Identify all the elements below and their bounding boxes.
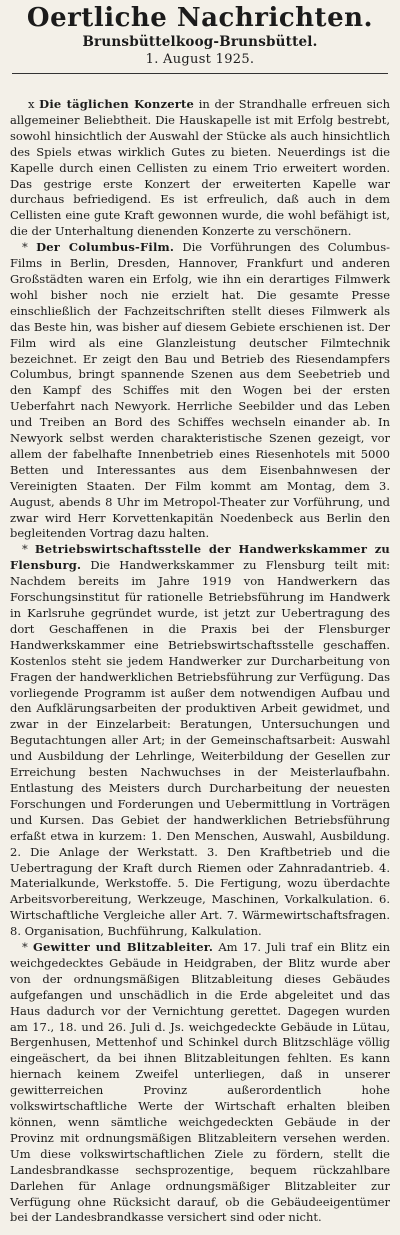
article-body: Die Handwerkskammer zu Flensburg teilt mit: Nachdem bereits im Jahre 1919 von Handwerkern das Forschungsinstitut für rationelle Betriebsführung im Handwerk in Karlsruhe gegründet wurde, ist jetzt zur Uebertragung des dort Geschaffenen in die Praxis bei der Flensburger Handwerkskammer eine Betriebswirtschaftsstelle geschaffen. Kostenlos steht sie jedem Handwerker zur Durcharbeitung von Fragen der handwerklichen Betriebsführung zur Verfügung. Das vorliegende Programm ist außer dem notwendigen Aufbau und den Aufklärungsarbeiten der produktiven Arbeit gewidmet, und zwar in der Einzelarbeit: Beratungen, Untersuchungen und Begutachtungen aller Art; in der Gemeinschaftsarbeit: Auswahl und Ausbildung der Lehrlinge, Weiterbildung der Gesellen zur Erreichung besten Nachwuchses in der Meisterlaufbahn. Entlastung des Meisters durch Durcharbeitung der neuesten Forschungen und Forderungen und Uebermittlung in Vorträgen und Kursen. Das Gebiet der handwerklichen Betriebsführung erfaßt etwa in kurzem: 1. Den Menschen, Auswahl, Ausbildung. 2. Die Anlage der Werkstatt. 3. Den Kraftbetrieb und die Uebertragung der Kraft durch Riemen oder Zahnradantrieb. 4. Materialkunde, Werkstoffe. 5. Die Fertigung, wozu überdachte Arbeitsvorbereitung, Werkzeuge, Maschinen, Vorkalkulation. 6. Wirtschaftliche Vergleiche aller Art. 7. Wärmewirtschaftsfragen. 8. Organisation, Buchführung, Kalkulation. bbox=[10, 558, 390, 939]
dateline: 1. August 1925. bbox=[145, 52, 255, 67]
article-heading: Der Columbus-Film. bbox=[36, 240, 175, 255]
article-body: in der Strandhalle erfreuen sich allgemeiner Beliebtheit. Die Hauskapelle ist mit Erfolg bestrebt, sowohl hinsichtlich der Auswahl der Stücke als auch hinsichtlich des Spiels etwas wirklich Gutes zu bieten. Neuerdings ist die Kapelle durch einen Cellisten zu einem Trio erweitert worden. Das gestrige erste Konzert der erweiterten Kapelle war durchaus befriedigend. Es ist erfreulich, daß auch in dem Cellisten eine gute Kraft gewonnen wurde, die wohl befähigt ist, die der Unterhaltung dienenden Konzerte zu verschönern. bbox=[10, 97, 390, 239]
article-columbus-film bbox=[10, 240, 390, 542]
article-heading: Gewitter und Blitzableiter. bbox=[32, 940, 214, 955]
article-body: Die Vorführungen des Columbus-Films in Berlin, Dresden, Hannover, Frankfurt und anderen Großstädten waren ein Erfolg, wie ihn ein derartiges Filmwerk wohl bisher noch nie erzielt hat. Die gesamte Presse einschließlich der Fachzeitschriften stellt dieses Filmwerk als das Beste hin, was bisher auf diesem Gebiete erschienen ist. Der Film wird als eine Glanzleistung deutscher Filmtechnik bezeichnet. Er zeigt den Bau und Betrieb des Riesendampfers Columbus, bringt spannende Szenen aus dem Seebetrieb und den Kampf des Schiffes mit den Wogen bei der ersten Ueberfahrt nach Newyork. Herrliche Seebilder und das Leben und Treiben an Bord des Schiffes wechseln einander ab. In Newyork selbst werden charakteristische Szenen gezeigt, vor allem der fabelhafte Innenbetrieb eines Riesenhotels mit 5000 Betten und Interessantes aus dem Eisenbahnwesen der Vereinigten Staaten. Der Film kommt am Montag, dem 3. August, abends 8 Uhr im Metropol-Theater zur Vorführung, und zwar wird Herr Korvettenkapitän Noedenbeck aus Berlin den begleitenden Vortrag dazu halten. bbox=[10, 240, 390, 541]
article-concerts bbox=[10, 97, 390, 240]
section-title: Oertliche Nachrichten. bbox=[26, 3, 374, 33]
header-divider bbox=[12, 73, 388, 74]
article-gewitter bbox=[10, 940, 390, 1226]
article-body: Am 17. Juli traf ein Blitz ein weichgedecktes Gebäude in Heidgraben, der Blitz wurde aber von der ordnungsmäßigen Blitzableitung dieses Gebäudes aufgefangen und unschädlich in die Erde abgeleitet und das Haus dadurch vor der Vernichtung gerettet. Dagegen wurden am 17., 18. und 26. Juli d. Js. weichgedeckte Gebäude in Lütau, Bergenhusen, Mettenhof und Schinkel durch Blitzschläge völlig eingeäschert, da bei ihnen Blitzableitungen fehlten. Es kann hiernach keinem Zweifel unterliegen, daß in unserer gewitterreichen Provinz außerordentlich hohe volkswirtschaftliche Werte der Wirtschaft erhalten bleiben können, wenn sämtliche weichgedeckten Gebäude in der Provinz mit ordnungsmäßigen Blitzableitern versehen werden. Um diese volkswirtschaftlichen Ziele zu fördern, stellt die Landesbrandkasse sechsprozentige, bequem rückzahlbare Darlehen für Anlage ordnungsmäßiger Blitzableiter zur Verfügung ohne Rücksicht darauf, ob die Gebäudeeigentümer bei der Landesbrandkasse versichert sind oder nicht. bbox=[10, 940, 390, 1225]
article-marker: x bbox=[28, 97, 40, 111]
article-marker: * bbox=[22, 542, 35, 557]
section-subtitle: Brunsbüttelkoog-Brunsbüttel. bbox=[82, 34, 318, 50]
article-marker: * bbox=[22, 240, 37, 255]
article-heading: Die täglichen Konzerte bbox=[39, 97, 195, 111]
article-column bbox=[6, 97, 394, 1226]
article-marker: * bbox=[22, 940, 33, 955]
article-heading: Betriebswirtschaftsstelle der Handwerkskammer zu Flensburg. bbox=[10, 542, 390, 573]
section-masthead bbox=[6, 0, 394, 69]
article-handwerkskammer bbox=[10, 542, 390, 940]
